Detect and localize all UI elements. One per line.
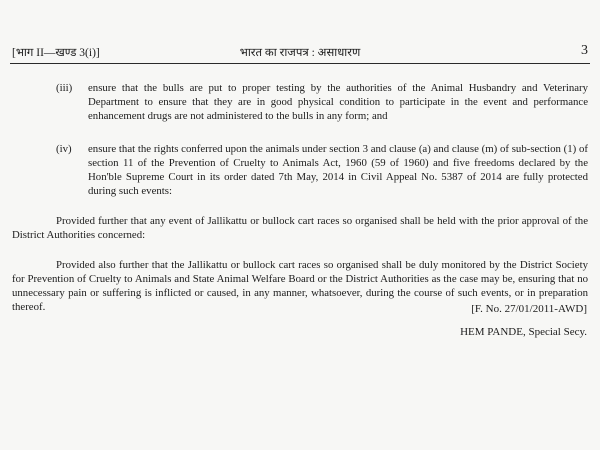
signatory: HEM PANDE, Special Secy. bbox=[460, 326, 587, 338]
page-number: 3 bbox=[581, 43, 588, 58]
clause-number: (iii) bbox=[56, 82, 73, 94]
gazette-title: भारत का राजपत्र : असाधारण bbox=[239, 47, 361, 59]
header-divider bbox=[10, 63, 590, 64]
clause-number: (iv) bbox=[56, 143, 72, 155]
clause-text: ensure that the bulls are put to proper testing by the authorities of the Animal Husbandry and Veterinary Department to ensure that they are in good physical condition to participate in the event and performance enhancement drugs are not administered to the bulls in any form; and bbox=[88, 82, 588, 122]
file-number: [F. No. 27/01/2011-AWD] bbox=[471, 303, 587, 315]
clause-text: ensure that the rights conferred upon the animals under section 3 and clause (a) and clause (m) of sub-section (1) of section 11 of the Prevention of Cruelty to Animals Act, 1960 (59 of 1960) and five freedoms declared by the Hon'ble Supreme Court in its order dated 7th May, 2014 in Civil Appeal No. 5387 of 2014 are fully protected during such events: bbox=[88, 143, 588, 197]
page-header bbox=[10, 45, 590, 63]
proviso-paragraph: Provided further that any event of Jallikattu or bullock cart races so organised shall be held with the prior approval of the District Authorities concerned: bbox=[12, 215, 588, 241]
part-label: [भाग II—खण्ड 3(i)] bbox=[12, 47, 100, 59]
proviso-paragraph: Provided also further that the Jallikattu or bullock cart races so organised shall be duly monitored by the District Society for Prevention of Cruelty to Animals and State Animal Welfare Board or the District Authorities as the case may be, ensuring that no unnecessary pain or suffering is inflicted or caused, in any manner, whatsoever, during the course of such events, or in preparation thereof. bbox=[12, 259, 588, 313]
